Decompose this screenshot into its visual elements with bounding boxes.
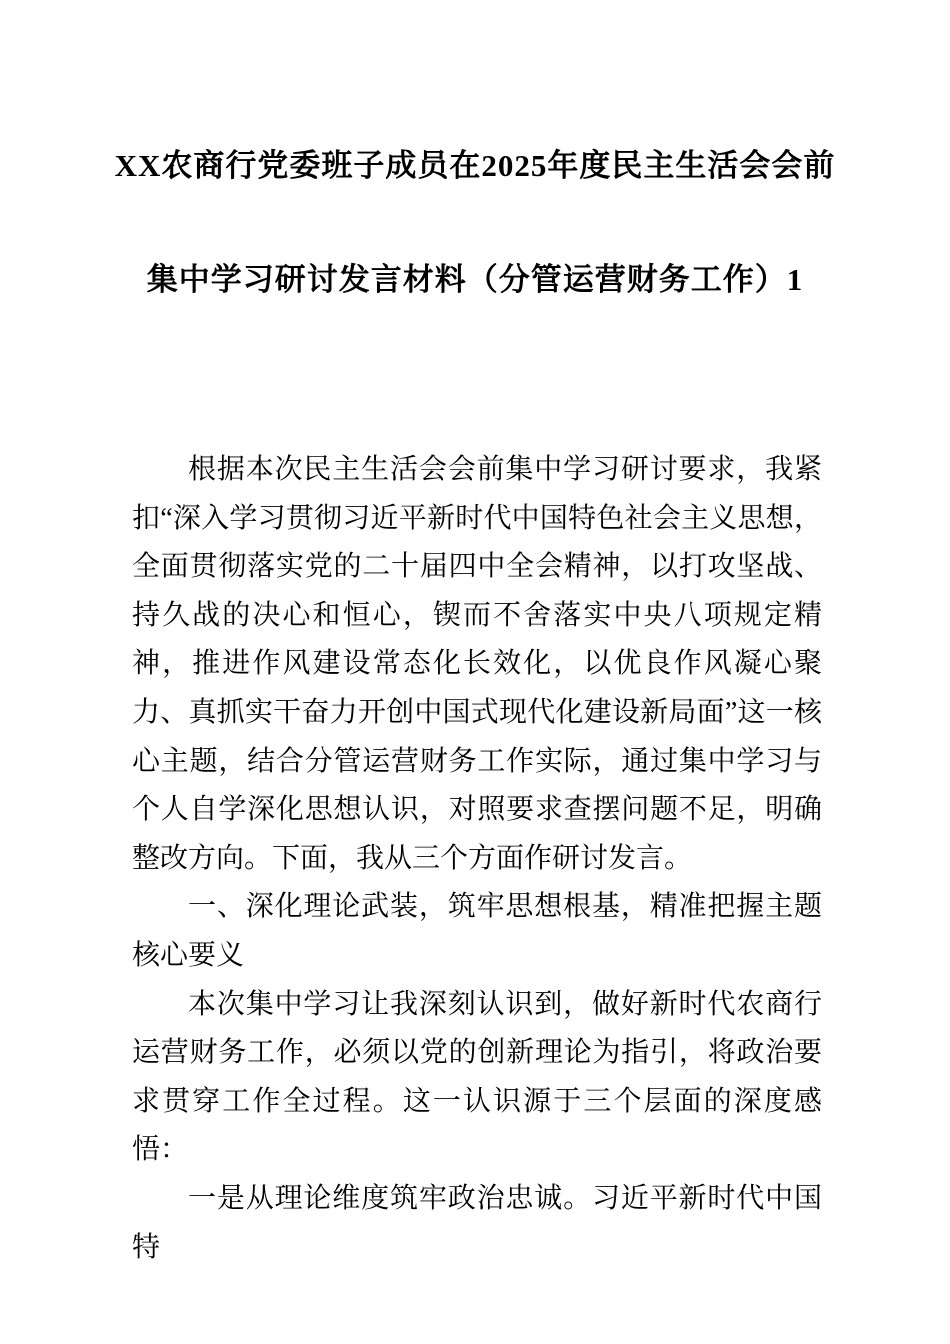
document-title: [0, 0, 950, 300]
document-body: [0, 446, 950, 1272]
paragraph-section1-lead: 本次集中学习让我深刻认识到，做好新时代农商行运营财务工作，必须以党的创新理论为指引，将政治要求贯穿工作全过程。这一认识源于三个层面的深度感悟：: [132, 988, 822, 1166]
title-line-2: 集中学习研讨发言材料（分管运营财务工作）1: [146, 262, 804, 297]
title-line-1: XX农商行党委班子成员在2025年度民主生活会会前: [114, 148, 836, 183]
paragraph-intro: 根据本次民主生活会会前集中学习研讨要求，我紧扣“深入学习贯彻习近平新时代中国特色社会主义思想，全面贯彻落实党的二十届四中全会精神，以打攻坚战、持久战的决心和恒心，锲而不舍落实中央八项规定精神，推进作风建设常态化长效化，以优良作风凝心聚力、真抓实干奋力开创中国式现代化建设新局面”这一核心主题，结合分管运营财务工作实际，通过集中学习与个人自学深化思想认识，对照要求查摆问题不足，明确整改方向。下面，我从三个方面作研讨发言。: [132, 454, 822, 874]
paragraph-point-one: 一是从理论维度筑牢政治忠诚。习近平新时代中国特: [132, 1182, 822, 1263]
section-heading-1: 一、深化理论武装，筑牢思想根基，精准把握主题核心要义: [132, 891, 822, 971]
